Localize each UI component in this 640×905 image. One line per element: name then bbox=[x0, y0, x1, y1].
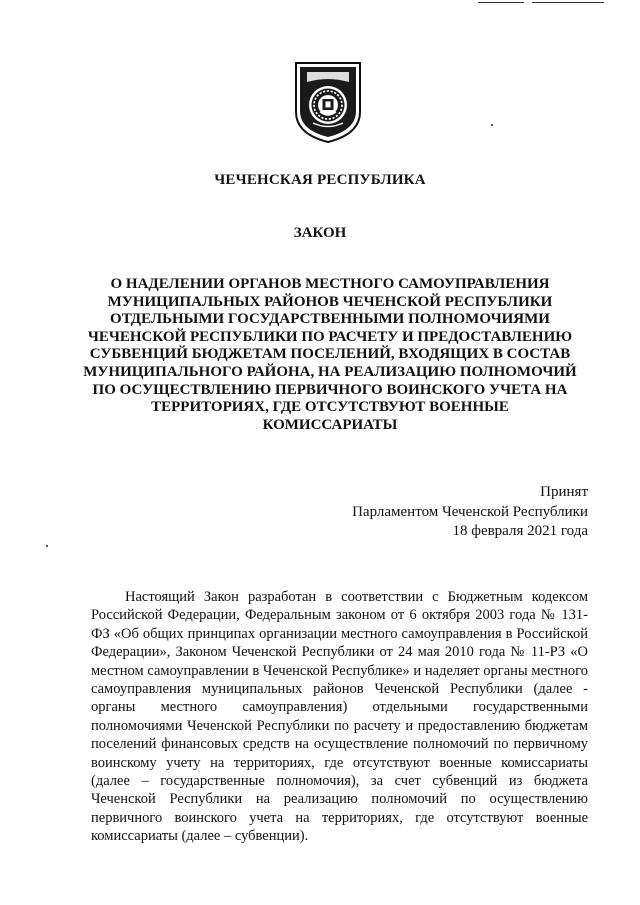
law-subject-line: СУБВЕНЦИЙ БЮДЖЕТАМ ПОСЕЛЕНИЙ, ВХОДЯЩИХ В СОСТАВ bbox=[89, 346, 571, 363]
law-subject-line: ОТДЕЛЬНЫМИ ГОСУДАРСТВЕННЫМИ ПОЛНОМОЧИЯМИ bbox=[110, 311, 550, 328]
adoption-block bbox=[352, 483, 588, 542]
law-subject-line: КОМИССАРИАТЫ bbox=[262, 416, 398, 433]
law-subject-title bbox=[80, 276, 580, 434]
preamble-paragraph: Настоящий Закон разработан в соответствии с Бюджетным кодексом Российской Федерации, Федеральным законом от 6 октября 2003 года № 131-ФЗ «Об общих принципах организации местного самоуправления в Российской Федерации», Законом Чеченской Республики от 24 мая 2010 года № 11-РЗ «О местном самоуправлении в Чеченской Республике» и наделяет органы местного самоуправления муниципальных районов Чеченской Республики (далее - органы местного самоуправления) отдельными государственными полномочиями Чеченской Республики по расчету и предоставлению бюджетам поселений финансовых средств на осуществление полномочий по первичному воинскому учету на территориях, где отсутствуют военные комиссариаты (далее – государственные полномочия), за счет субвенций из бюджета Чеченской Республики на реализацию полномочий по осуществлению первичного воинского учета на территориях, где отсутствуют военные комиссариаты (далее – субвенции). bbox=[91, 589, 588, 845]
adoption-status: Принят bbox=[540, 484, 588, 500]
law-subject-line: ТЕРРИТОРИЯХ, ГДЕ ОТСУТСТВУЮТ ВОЕННЫЕ bbox=[151, 399, 509, 416]
law-subject-line: МУНИЦИПАЛЬНЫХ РАЙОНОВ ЧЕЧЕНСКОЙ РЕСПУБЛИКИ bbox=[107, 293, 553, 310]
adoption-date: 18 февраля 2021 года bbox=[452, 523, 588, 539]
adoption-body: Парламентом Чеченской Республики bbox=[352, 503, 588, 520]
republic-name: ЧЕЧЕНСКАЯ РЕСПУБЛИКА bbox=[214, 172, 426, 188]
scan-rule-right bbox=[532, 2, 604, 3]
law-subject-line: ЧЕЧЕНСКОЙ РЕСПУБЛИКИ ПО РАСЧЕТУ И ПРЕДОСТАВЛЕНИЮ bbox=[87, 328, 573, 345]
law-subject-line: О НАДЕЛЕНИИ ОРГАНОВ МЕСТНОГО САМОУПРАВЛЕНИЯ bbox=[110, 276, 550, 292]
scan-rule-left bbox=[478, 2, 524, 3]
scan-speck bbox=[46, 545, 48, 547]
document-type: ЗАКОН bbox=[293, 225, 347, 241]
scan-speck bbox=[491, 124, 493, 126]
coat-of-arms-emblem bbox=[293, 60, 363, 144]
law-subject-line: ПО ОСУЩЕСТВЛЕНИЮ ПЕРВИЧНОГО ВОИНСКОГО УЧЕТА НА bbox=[92, 381, 568, 398]
law-subject-line: МУНИЦИПАЛЬНОГО РАЙОНА, НА РЕАЛИЗАЦИЮ ПОЛНОМОЧИЙ bbox=[83, 363, 577, 380]
